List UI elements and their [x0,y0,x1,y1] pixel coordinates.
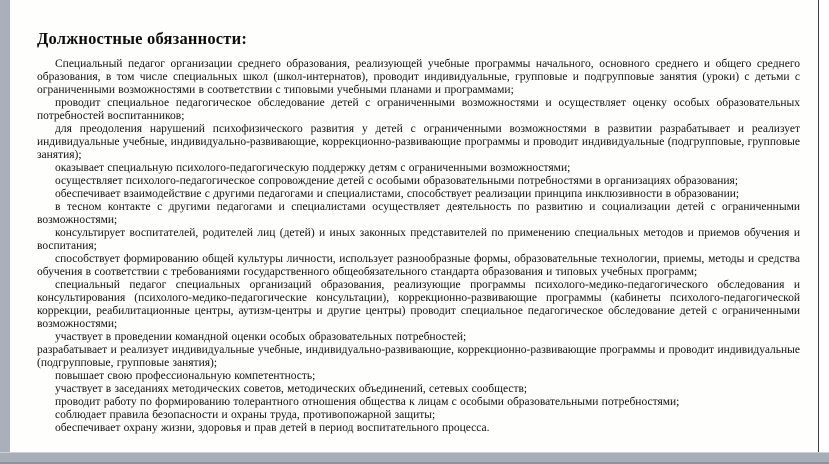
paragraph: в тесном контакте с другими педагогами и специалистами осуществляет деятельность по развитию и социализации детей с ограниченными возможностями; [37,201,800,226]
paragraph: консультирует воспитателей, родителей лиц (детей) и иных законных представителей по применению специальных методов и приемов обучения и воспитания; [37,227,800,252]
paragraph: участвует в проведении командной оценки особых образовательных потребностей; [55,331,467,343]
paragraph: для преодоления нарушений психофизического развития у детей с ограниченными возможностями в развитии разрабатывает и реализует индивидуальные учебные, индивидуально-развивающие, коррекционно-развивающие программы и проводит индивидуальные (подгрупповые, групповые занятия); [37,123,800,161]
paragraph: участвует в заседаниях методических советов, методических объединений, сетевых сообществ; [55,383,528,395]
paragraph: осуществляет психолого-педагогическое сопровождение детей с особыми образовательными потребностями в организациях образования; [55,175,739,187]
left-frame-strip [0,0,10,464]
paragraph: обеспечивает взаимодействие с другими педагогами и специалистами, способствует реализации принципа инклюзивности в образовании; [55,188,740,200]
paragraph: разрабатывает и реализует индивидуальные учебные, индивидуально-развивающие, коррекционно-развивающие программы и проводит индивидуальные (подгрупповые, групповые занятия); [37,344,800,369]
paragraph: соблюдает правила безопасности и охраны труда, противопожарной защиты; [55,409,436,421]
paragraph: повышает свою профессиональную компетентность; [55,370,316,382]
paragraph: оказывает специальную психолого-педагогическую поддержку детям с ограниченными возможностями; [55,162,571,174]
paragraph: проводит работу по формированию толерантного отношения общества к лицам с особыми образовательными потребностями; [55,396,680,408]
paragraph-list [37,58,800,435]
document-page [10,0,819,452]
bottom-frame-strip [0,452,829,464]
paragraph: проводит специальное педагогическое обследование детей с ограниченными возможностями и осуществляет оценку особых образовательных потребностей воспитанников; [37,97,800,122]
paragraph: способствует формированию общей культуры личности, использует разнообразные формы, образовательные технологии, приемы, методы и средства обучения в соответствии с требованиями государственного общеобязательного стандарта образования и типовых учебных программ; [37,253,800,278]
paragraph: обеспечивает охрану жизни, здоровья и прав детей в период воспитательного процесса. [55,422,490,434]
page-content [10,0,818,435]
page-title: Должностные обязанности: [37,29,248,48]
paragraph: Специальный педагог организации среднего образования, реализующей учебные программы начального, основного среднего и общего среднего образования, в том числе специальных школ (школ-интернатов), проводит индивидуальные, групповые и подгрупповые занятия (уроки) с детьми с ограниченными возможностями в соответствии с типовыми учебными планами и программами; [37,58,800,96]
paragraph: специальный педагог специальных организаций образования, реализующие программы психолого-медико-педагогического обследования и консультирования (психолого-медико-педагогические консультации), коррекционно-развивающие программы (кабинеты психолого-педагогической коррекции, реабилитационные центры, аутизм-центры и другие центры) проводит специальное педагогическое обследование детей с ограниченными возможностями; [37,279,800,330]
